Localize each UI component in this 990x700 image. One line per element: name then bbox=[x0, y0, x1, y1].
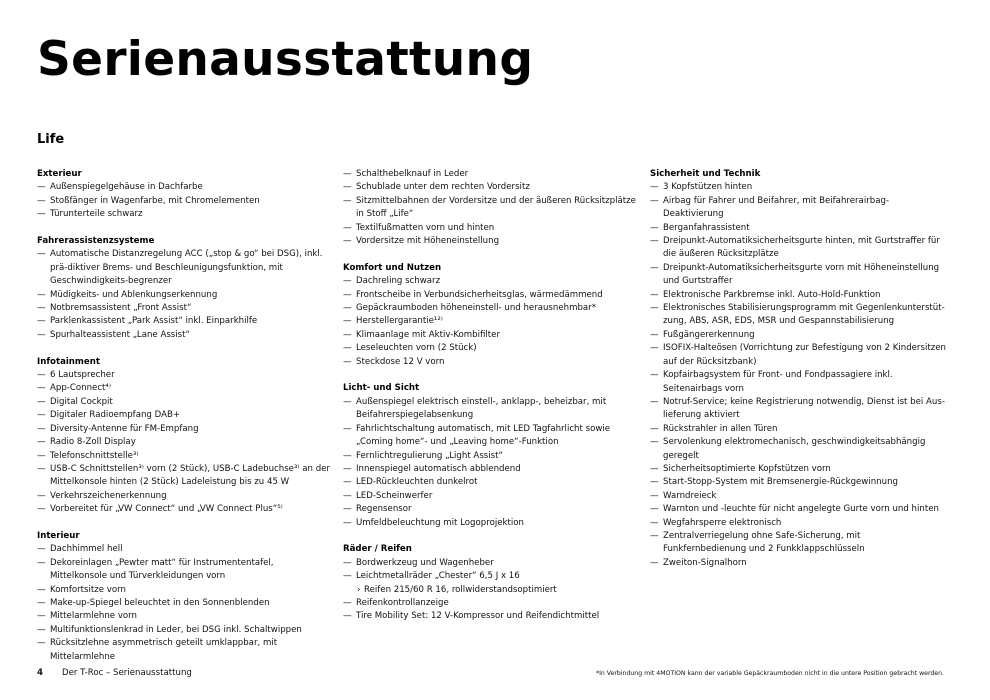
equipment-item: — Außenspiegelgehäuse in Dachfarbe bbox=[37, 181, 333, 194]
equipment-item: — Parklenkassistent „Park Assist“ inkl. Einparkhilfe bbox=[37, 315, 333, 328]
equipment-item: — Kopfairbagsystem für Front- und Fondpassagiere inkl. Seitenairbags vorn bbox=[650, 369, 946, 396]
equipment-item: — Spurhalteassistent „Lane Assist“ bbox=[37, 329, 333, 342]
equipment-item: — Schublade unter dem rechten Vordersitz bbox=[343, 181, 639, 194]
equipment-item: — Dreipunkt-Automatiksicherheitsgurte hinten, mit Gurtstraffer für die äußeren Rücksitzplätze bbox=[650, 235, 946, 262]
equipment-item: — Textilfußmatten vorn und hinten bbox=[343, 222, 639, 235]
equipment-item: — Telefonschnittstelle³⁾ bbox=[37, 450, 333, 463]
equipment-item: — Müdigkeits- und Ablenkungserkennung bbox=[37, 289, 333, 302]
equipment-item: — Bordwerkzeug und Wagenheber bbox=[343, 557, 639, 570]
equipment-item: — Gepäckraumboden höheneinstell- und herausnehmbar* bbox=[343, 302, 639, 315]
equipment-item: — Leseleuchten vorn (2 Stück) bbox=[343, 342, 639, 355]
equipment-item: — Stoßfänger in Wagenfarbe, mit Chromelementen bbox=[37, 195, 333, 208]
equipment-item: — Warndreieck bbox=[650, 490, 946, 503]
equipment-item: — Schalthebelknauf in Leder bbox=[343, 168, 639, 181]
equipment-item: — Komfortsitze vorn bbox=[37, 584, 333, 597]
equipment-item: — Vorbereitet für „VW Connect“ und „VW Connect Plus“⁵⁾ bbox=[37, 503, 333, 516]
equipment-item: — Dekoreinlagen „Pewter matt“ für Instrumententafel, Mittelkonsole und Türverkleidungen vorn bbox=[37, 557, 333, 584]
equipment-item: — Umfeldbeleuchtung mit Logoprojektion bbox=[343, 517, 639, 530]
equipment-section bbox=[37, 356, 333, 517]
equipment-item: — Digital Cockpit bbox=[37, 396, 333, 409]
equipment-section bbox=[343, 262, 639, 369]
column-2 bbox=[343, 168, 639, 637]
equipment-item: — Regensensor bbox=[343, 503, 639, 516]
equipment-section bbox=[37, 235, 333, 342]
equipment-item: — 6 Lautsprecher bbox=[37, 369, 333, 382]
equipment-item: — Frontscheibe in Verbundsicherheitsglas, wärmedämmend bbox=[343, 289, 639, 302]
section-title: Sicherheit und Technik bbox=[650, 169, 761, 179]
equipment-item: — LED-Scheinwerfer bbox=[343, 490, 639, 503]
equipment-item: — Steckdose 12 V vorn bbox=[343, 356, 639, 369]
equipment-item: — Radio 8-Zoll Display bbox=[37, 436, 333, 449]
equipment-item: — Zweiton-Signalhorn bbox=[650, 557, 946, 570]
section-title: Exterieur bbox=[37, 169, 82, 179]
equipment-item: — Vordersitze mit Höheneinstellung bbox=[343, 235, 639, 248]
equipment-item: — Notruf-Service; keine Registrierung notwendig, Dienst ist bei Aus-lieferung aktiviert bbox=[650, 396, 946, 423]
document-title: Der T-Roc – Serienausstattung bbox=[62, 668, 192, 678]
equipment-item: — Innenspiegel automatisch abblendend bbox=[343, 463, 639, 476]
equipment-item: — Servolenkung elektromechanisch, geschwindigkeitsabhängig geregelt bbox=[650, 436, 946, 463]
equipment-item: — Make-up-Spiegel beleuchtet in den Sonnenblenden bbox=[37, 597, 333, 610]
equipment-item: — Digitaler Radioempfang DAB+ bbox=[37, 409, 333, 422]
equipment-item: — LED-Rückleuchten dunkelrot bbox=[343, 476, 639, 489]
equipment-item: — Sicherheitsoptimierte Kopfstützen vorn bbox=[650, 463, 946, 476]
equipment-item: — Wegfahrsperre elektronisch bbox=[650, 517, 946, 530]
column-3 bbox=[650, 168, 946, 584]
section-title: Licht- und Sicht bbox=[343, 383, 420, 394]
equipment-section bbox=[650, 168, 946, 570]
equipment-item: — USB-C Schnittstellen³⁾ vorn (2 Stück), USB-C Ladebuchse³⁾ an der Mittelkonsole hinten (2 Stück) Ladeleistung bis zu 45 W bbox=[37, 463, 333, 490]
equipment-item: — Sitzmittelbahnen der Vordersitze und der äußeren Rücksitzplätze in Stoff „Life“ bbox=[343, 195, 639, 222]
equipment-item: — Elektronisches Stabilisierungsprogramm mit Gegenlenkunterstüt-zung, ABS, ASR, EDS, MSR und Gespannstabilisierung bbox=[650, 302, 946, 329]
equipment-section bbox=[343, 543, 639, 623]
equipment-item: — Leichtmetallräder „Chester“ 6,5 J x 16 bbox=[343, 570, 639, 583]
footnote: *In Verbindung mit 4MOTION kann der variable Gepäckraumboden nicht in die untere Position gebracht werden. bbox=[595, 670, 944, 677]
equipment-item: — 3 Kopfstützen hinten bbox=[650, 181, 946, 194]
equipment-item: — Fernlichtregulierung „Light Assist“ bbox=[343, 450, 639, 463]
equipment-section bbox=[37, 168, 333, 222]
equipment-item: — Elektronische Parkbremse inkl. Auto-Hold-Funktion bbox=[650, 289, 946, 302]
equipment-item: — Dreipunkt-Automatiksicherheitsgurte vorn mit Höheneinstellung und Gurtstraffer bbox=[650, 262, 946, 289]
equipment-item: — Fahrlichtschaltung automatisch, mit LED Tagfahrlicht sowie „Coming home“- und „Leaving home“-Funktion bbox=[343, 423, 639, 450]
section-title: Infotainment bbox=[37, 356, 100, 367]
equipment-item: — Airbag für Fahrer und Beifahrer, mit Beifahrerairbag-Deaktivierung bbox=[650, 195, 946, 222]
section-title: Interieur bbox=[37, 530, 80, 541]
equipment-item: — Zentralverriegelung ohne Safe-Sicherung, mit Funkfernbedienung und 2 Funkklappschlüsseln bbox=[650, 530, 946, 557]
equipment-item: — Diversity-Antenne für FM-Empfang bbox=[37, 423, 333, 436]
equipment-item: — Rücksitzlehne asymmetrisch geteilt umklappbar, mit Mittelarmlehne bbox=[37, 637, 333, 664]
equipment-section bbox=[343, 168, 639, 248]
page-title: Serienausstattung bbox=[37, 32, 534, 87]
equipment-item: — Verkehrszeichenerkennung bbox=[37, 490, 333, 503]
trim-level-title: Life bbox=[37, 132, 65, 147]
equipment-item: — Multifunktionslenkrad in Leder, bei DSG inkl. Schaltwippen bbox=[37, 624, 333, 637]
equipment-item: — Außenspiegel elektrisch einstell-, anklapp-, beheizbar, mit Beifahrerspiegelabsenkung bbox=[343, 396, 639, 423]
equipment-item: — Reifenkontrollanzeige bbox=[343, 597, 639, 610]
equipment-item: — Rückstrahler in allen Türen bbox=[650, 423, 946, 436]
column-1 bbox=[37, 168, 333, 677]
equipment-item: — App-Connect⁴⁾ bbox=[37, 382, 333, 395]
section-title: Komfort und Nutzen bbox=[343, 262, 442, 273]
section-title: Fahrerassistenzsysteme bbox=[37, 236, 155, 247]
equipment-item: — Notbremsassistent „Front Assist“ bbox=[37, 302, 333, 315]
page-number: 4 bbox=[37, 668, 43, 678]
equipment-item: — Dachreling schwarz bbox=[343, 275, 639, 288]
equipment-item: — Herstellergarantie¹²⁾ bbox=[343, 315, 639, 328]
equipment-item: — Klimaanlage mit Aktiv-Kombifilter bbox=[343, 329, 639, 342]
equipment-item: — Türunterteile schwarz bbox=[37, 208, 333, 221]
equipment-item: — Start-Stopp-System mit Bremsenergie-Rückgewinnung bbox=[650, 476, 946, 489]
equipment-sub-item: › Reifen 215/60 R 16, rollwiderstandsoptimiert bbox=[343, 584, 639, 597]
equipment-section bbox=[37, 530, 333, 664]
equipment-item: — ISOFIX-Halteösen (Vorrichtung zur Befestigung von 2 Kindersitzen auf der Rücksitzbank) bbox=[650, 342, 946, 369]
section-title: Räder / Reifen bbox=[343, 544, 412, 555]
equipment-item: — Warnton und -leuchte für nicht angelegte Gurte vorn und hinten bbox=[650, 503, 946, 516]
equipment-item: — Mittelarmlehne vorn bbox=[37, 610, 333, 623]
equipment-item: — Fußgängererkennung bbox=[650, 329, 946, 342]
equipment-item: — Automatische Distanzregelung ACC („stop & go“ bei DSG), inkl. prä-diktiver Brems- und Beschleunigungsfunktion, mit Geschwindigkeits-begrenzer bbox=[37, 248, 333, 288]
equipment-section bbox=[343, 382, 639, 529]
equipment-item: — Berganfahrassistent bbox=[650, 222, 946, 235]
equipment-item: — Tire Mobility Set: 12 V-Kompressor und Reifendichtmittel bbox=[343, 610, 639, 623]
equipment-item: — Dachhimmel hell bbox=[37, 543, 333, 556]
